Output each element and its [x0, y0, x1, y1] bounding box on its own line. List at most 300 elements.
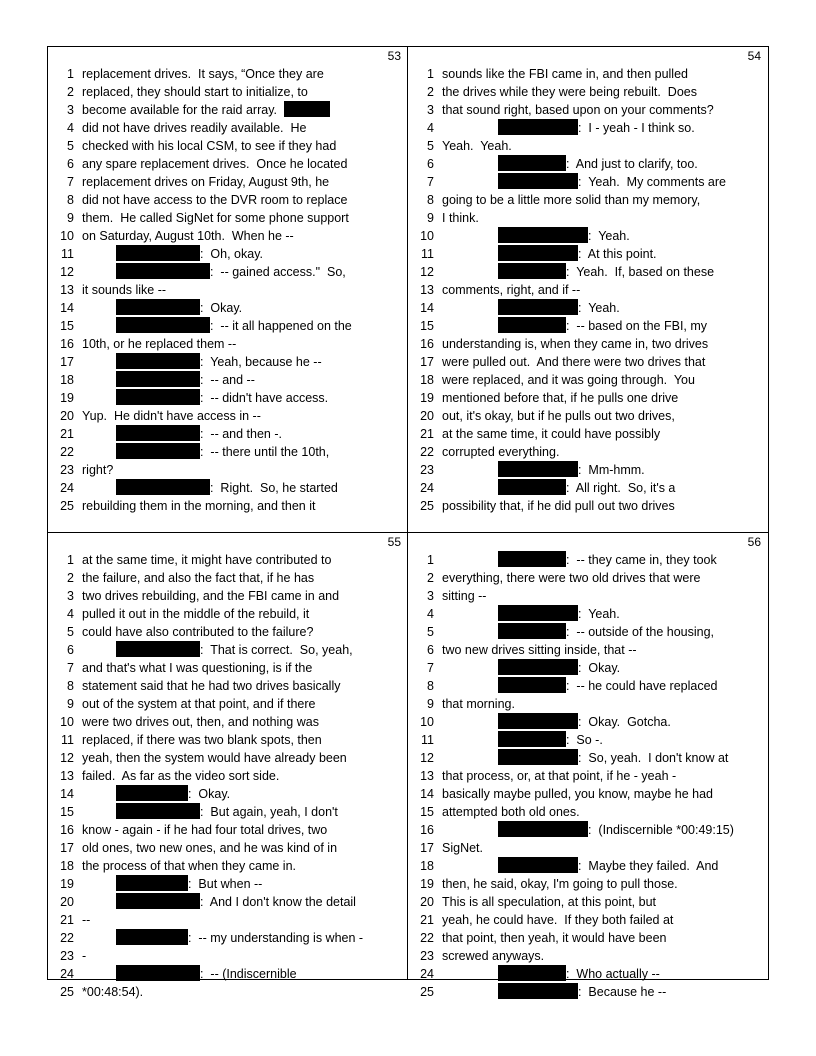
transcript-line: [48, 875, 407, 893]
line-text-wrap: [442, 407, 763, 425]
line-text-wrap: [82, 641, 403, 659]
line-text-wrap: [442, 299, 763, 317]
line-text: replacement drives on Friday, August 9th, he: [82, 175, 330, 189]
line-number: 1: [67, 553, 74, 567]
transcript-line: [408, 875, 767, 893]
line-text-wrap: [82, 605, 403, 623]
line-text: 10th, or he replaced them --: [82, 337, 237, 351]
transcript-line: [48, 713, 407, 731]
line-text-wrap: [442, 839, 763, 857]
line-text: *00:48:54).: [82, 985, 144, 999]
line-text-wrap: [442, 605, 763, 623]
line-number: 15: [60, 319, 74, 333]
transcript-line: [48, 101, 407, 119]
line-text-wrap: [82, 65, 403, 83]
transcript-line: [48, 695, 407, 713]
transcript-line: [408, 65, 767, 83]
transcript-line: [408, 839, 767, 857]
redacted-speaker-name: [498, 965, 566, 981]
line-text-wrap: [442, 947, 763, 965]
line-number: 25: [60, 499, 74, 513]
line-number: 16: [420, 823, 434, 837]
line-number: 2: [67, 571, 74, 585]
line-text: : Okay. Gotcha.: [578, 715, 671, 729]
line-text: : And just to clarify, too.: [566, 157, 698, 171]
line-text: : Okay.: [188, 787, 231, 801]
line-text: : Yeah.: [578, 607, 620, 621]
line-number: 7: [427, 175, 434, 189]
line-number: 10: [420, 715, 434, 729]
line-text: : I - yeah - I think so.: [578, 121, 695, 135]
transcript-line: [408, 317, 767, 335]
transcript-line: [48, 281, 407, 299]
transcript-line: [408, 677, 767, 695]
line-text-wrap: [82, 155, 403, 173]
line-text: : So, yeah. I don't know at: [578, 751, 729, 765]
line-text-wrap: [82, 857, 403, 875]
transcript-line: [408, 173, 767, 191]
transcript-line: [48, 317, 407, 335]
redacted-speaker-name: [116, 641, 200, 657]
transcript-line: [408, 353, 767, 371]
line-text: sounds like the FBI came in, and then pulled: [442, 67, 688, 81]
line-text: right?: [82, 463, 114, 477]
line-text-wrap: [442, 929, 763, 947]
line-text: replaced, they should start to initialize, to: [82, 85, 308, 99]
transcript-line: [48, 785, 407, 803]
line-text-wrap: [442, 173, 763, 191]
redacted-speaker-name: [116, 371, 200, 387]
line-text-wrap: [442, 911, 763, 929]
line-number: 7: [67, 175, 74, 189]
line-text-wrap: [442, 623, 763, 641]
transcript-line: [408, 821, 767, 839]
line-text-wrap: [442, 821, 763, 839]
line-number: 22: [60, 931, 74, 945]
line-text: : So -.: [566, 733, 603, 747]
line-text: : Mm-hmm.: [578, 463, 645, 477]
transcript-line: [408, 335, 767, 353]
line-number: 23: [420, 949, 434, 963]
transcript-line: [48, 659, 407, 677]
line-text-wrap: [442, 767, 763, 785]
transcript-line: [48, 65, 407, 83]
line-number: 20: [420, 895, 434, 909]
line-number: 14: [60, 787, 74, 801]
line-number: 21: [60, 427, 74, 441]
line-text: become available for the raid array.: [82, 103, 284, 117]
transcript-page: [48, 47, 407, 532]
line-text: failed. As far as the video sort side.: [82, 769, 280, 783]
line-text: : Who actually --: [566, 967, 660, 981]
transcript-line: [48, 407, 407, 425]
redacted-speaker-name: [498, 551, 566, 567]
line-number: 17: [420, 355, 434, 369]
line-text-wrap: [82, 425, 403, 443]
transcript-line: [408, 155, 767, 173]
line-text-wrap: [82, 191, 403, 209]
line-text: : Because he --: [578, 985, 667, 999]
transcript-line: [48, 731, 407, 749]
transcript-line: [48, 299, 407, 317]
line-text-wrap: [82, 371, 403, 389]
line-text-wrap: [82, 461, 403, 479]
line-number: 24: [420, 967, 434, 981]
line-text-wrap: [442, 641, 763, 659]
line-text-wrap: [442, 317, 763, 335]
line-text-wrap: [82, 947, 403, 965]
line-number: 13: [60, 769, 74, 783]
transcript-line: [48, 263, 407, 281]
line-number: 22: [420, 931, 434, 945]
line-text-wrap: [442, 857, 763, 875]
redacted-speaker-name: [116, 299, 200, 315]
line-text: were replaced, and it was going through. You: [442, 373, 695, 387]
line-text: -: [82, 949, 87, 963]
line-text-wrap: [442, 137, 763, 155]
line-text: --: [82, 913, 91, 927]
line-text: then, he said, okay, I'm going to pull those.: [442, 877, 678, 891]
line-text-wrap: [82, 353, 403, 371]
transcript-line: [408, 695, 767, 713]
line-text: statement said that he had two drives basically: [82, 679, 341, 693]
line-text-wrap: [82, 317, 403, 335]
line-text: pulled it out in the middle of the rebuild, it: [82, 607, 310, 621]
line-text-wrap: [442, 461, 763, 479]
line-number: 20: [420, 409, 434, 423]
line-text-wrap: [82, 803, 403, 821]
redacted-speaker-name: [498, 623, 566, 639]
transcript-line: [408, 299, 767, 317]
redacted-speaker-name: [116, 479, 210, 495]
line-number: 19: [60, 391, 74, 405]
line-number: 25: [420, 985, 434, 999]
transcript-line: [48, 227, 407, 245]
line-text-wrap: [82, 245, 403, 263]
redacted-speaker-name: [498, 479, 566, 495]
line-text: know - again - if he had four total drives, two: [82, 823, 328, 837]
line-number: 9: [67, 697, 74, 711]
line-number: 15: [420, 805, 434, 819]
transcript-line: [48, 137, 407, 155]
line-text: : Yeah, because he --: [200, 355, 322, 369]
line-text-wrap: [82, 785, 403, 803]
line-number: 7: [427, 661, 434, 675]
line-number: 18: [420, 373, 434, 387]
transcript-line: [408, 209, 767, 227]
redacted-speaker-name: [498, 299, 578, 315]
redacted-speaker-name: [498, 659, 578, 675]
page-number: 55: [387, 535, 401, 549]
line-text: : And I don't know the detail: [200, 895, 356, 909]
line-text-wrap: [82, 713, 403, 731]
transcript-line: [408, 767, 767, 785]
line-text-wrap: [442, 371, 763, 389]
line-text-wrap: [82, 839, 403, 857]
transcript-line: [408, 569, 767, 587]
page-number: 54: [747, 49, 761, 63]
line-number: 16: [60, 337, 74, 351]
redacted-speaker-name: [498, 605, 578, 621]
line-text: : -- didn't have access.: [200, 391, 329, 405]
transcript-line: [48, 803, 407, 821]
line-text: : Yeah. If, based on these: [566, 265, 715, 279]
transcript-page: [48, 533, 407, 1018]
line-text: yeah, he could have. If they both failed at: [442, 913, 674, 927]
line-text-wrap: [82, 137, 403, 155]
transcript-line: [48, 443, 407, 461]
line-text-wrap: [442, 209, 763, 227]
line-text: could have also contributed to the failure?: [82, 625, 314, 639]
transcript-line: [48, 497, 407, 515]
line-number: 2: [427, 85, 434, 99]
line-text: them. He called SigNet for some phone support: [82, 211, 349, 225]
line-text-wrap: [442, 983, 763, 1001]
redacted-speaker-name: [116, 785, 188, 801]
line-text: that sound right, based upon on your comments?: [442, 103, 714, 117]
transcript-line: [408, 263, 767, 281]
transcript-line: [408, 497, 767, 515]
line-text-wrap: [82, 893, 403, 911]
line-number: 11: [421, 733, 434, 747]
line-number: 1: [427, 67, 434, 81]
line-text-wrap: [82, 119, 403, 137]
line-text-wrap: [442, 191, 763, 209]
transcript-line: [408, 461, 767, 479]
line-number: 4: [67, 121, 74, 135]
line-text-wrap: [442, 101, 763, 119]
line-text-wrap: [82, 83, 403, 101]
transcript-line: [48, 641, 407, 659]
line-number: 23: [60, 463, 74, 477]
line-text: rebuilding them in the morning, and then it: [82, 499, 316, 513]
transcript-line: [48, 191, 407, 209]
line-text: two new drives sitting inside, that --: [442, 643, 637, 657]
line-number: 6: [427, 643, 434, 657]
line-text: two drives rebuilding, and the FBI came in and: [82, 589, 340, 603]
redacted-speaker-name: [498, 461, 578, 477]
line-text-wrap: [442, 245, 763, 263]
line-number: 8: [427, 193, 434, 207]
transcript-line: [408, 443, 767, 461]
line-text: : But when --: [188, 877, 263, 891]
line-text: Yeah. Yeah.: [442, 139, 512, 153]
line-number: 2: [67, 85, 74, 99]
line-text-wrap: [82, 911, 403, 929]
line-text: on Saturday, August 10th. When he --: [82, 229, 294, 243]
line-text: out, it's okay, but if he pulls out two drives,: [442, 409, 675, 423]
line-text: : Yeah.: [588, 229, 630, 243]
line-text-wrap: [442, 353, 763, 371]
transcript-sheet: [47, 46, 769, 999]
line-number: 11: [61, 247, 74, 261]
line-number: 12: [420, 265, 434, 279]
line-number: 15: [420, 319, 434, 333]
line-number: 17: [420, 841, 434, 855]
transcript-line: [48, 173, 407, 191]
redacted-speaker-name: [498, 173, 578, 189]
transcript-line: [408, 227, 767, 245]
line-number: 12: [60, 751, 74, 765]
line-text: : That is correct. So, yeah,: [200, 643, 353, 657]
transcript-page: [408, 533, 767, 999]
line-text-wrap: [82, 101, 403, 119]
transcript-line: [48, 767, 407, 785]
transcript-line: [408, 425, 767, 443]
line-text-wrap: [442, 785, 763, 803]
line-text: : -- outside of the housing,: [566, 625, 715, 639]
line-text-wrap: [82, 281, 403, 299]
line-number: 15: [60, 805, 74, 819]
line-text-wrap: [442, 479, 763, 497]
line-number: 12: [60, 265, 74, 279]
line-text: comments, right, and if --: [442, 283, 581, 297]
redacted-speaker-name: [116, 965, 200, 981]
transcript-line: [408, 929, 767, 947]
redacted-name: [284, 101, 330, 117]
transcript-line: [48, 911, 407, 929]
line-text: mentioned before that, if he pulls one drive: [442, 391, 679, 405]
line-text: everything, there were two old drives that were: [442, 571, 701, 585]
transcript-line: [408, 749, 767, 767]
transcript-line: [408, 911, 767, 929]
transcript-page: [408, 47, 767, 532]
line-text: checked with his local CSM, to see if they had: [82, 139, 337, 153]
transcript-line: [48, 749, 407, 767]
transcript-line: [48, 983, 407, 1001]
line-text-wrap: [82, 335, 403, 353]
transcript-line: [48, 677, 407, 695]
transcript-line: [408, 137, 767, 155]
line-text-wrap: [82, 875, 403, 893]
line-text: were two drives out, then, and nothing was: [82, 715, 319, 729]
line-number: 22: [60, 445, 74, 459]
line-number: 18: [60, 859, 74, 873]
line-number: 18: [420, 859, 434, 873]
line-number: 14: [60, 301, 74, 315]
line-number: 24: [60, 967, 74, 981]
transcript-line: [408, 965, 767, 983]
line-text: : -- there until the 10th,: [200, 445, 330, 459]
line-text-wrap: [82, 227, 403, 245]
line-text-wrap: [442, 155, 763, 173]
line-text: Yup. He didn't have access in --: [82, 409, 261, 423]
redacted-speaker-name: [116, 245, 200, 261]
line-text-wrap: [82, 443, 403, 461]
line-number: 19: [420, 877, 434, 891]
line-text: : Yeah. My comments are: [578, 175, 726, 189]
line-text-wrap: [442, 893, 763, 911]
line-text: going to be a little more solid than my memory,: [442, 193, 701, 207]
line-text: it sounds like --: [82, 283, 167, 297]
line-number: 10: [420, 229, 434, 243]
transcript-line: [48, 893, 407, 911]
transcript-line: [408, 245, 767, 263]
line-text-wrap: [442, 731, 763, 749]
line-text: : -- (Indiscernible: [200, 967, 297, 981]
line-text-wrap: [442, 677, 763, 695]
line-text: : -- gained access." So,: [210, 265, 346, 279]
line-text: did not have access to the DVR room to replace: [82, 193, 348, 207]
line-text-wrap: [82, 731, 403, 749]
redacted-speaker-name: [498, 857, 578, 873]
transcript-line: [48, 119, 407, 137]
transcript-line: [408, 191, 767, 209]
line-text-wrap: [82, 623, 403, 641]
transcript-line: [408, 731, 767, 749]
transcript-line: [408, 713, 767, 731]
redacted-speaker-name: [498, 821, 588, 837]
redacted-speaker-name: [498, 245, 578, 261]
transcript-line: [48, 389, 407, 407]
redacted-speaker-name: [498, 713, 578, 729]
redacted-speaker-name: [116, 875, 188, 891]
line-number: 21: [420, 427, 434, 441]
line-text-wrap: [442, 227, 763, 245]
transcript-line: [48, 335, 407, 353]
line-text: : -- my understanding is when -: [188, 931, 364, 945]
transcript-line: [48, 551, 407, 569]
line-text: : -- and then -.: [200, 427, 282, 441]
line-text-wrap: [442, 965, 763, 983]
transcript-line: [48, 371, 407, 389]
page-lines: [408, 65, 767, 515]
transcript-line: [408, 587, 767, 605]
line-text-wrap: [442, 875, 763, 893]
line-text-wrap: [442, 803, 763, 821]
line-number: 12: [420, 751, 434, 765]
line-number: 3: [427, 589, 434, 603]
line-text: did not have drives readily available. He: [82, 121, 307, 135]
line-number: 16: [60, 823, 74, 837]
line-text: that morning.: [442, 697, 515, 711]
line-text-wrap: [442, 497, 763, 515]
line-number: 8: [427, 679, 434, 693]
line-text-wrap: [442, 749, 763, 767]
transcript-line: [408, 623, 767, 641]
line-text: the drives while they were being rebuilt. Does: [442, 85, 697, 99]
line-text: corrupted everything.: [442, 445, 560, 459]
line-text-wrap: [442, 551, 763, 569]
line-text: : But again, yeah, I don't: [200, 805, 338, 819]
redacted-speaker-name: [498, 749, 578, 765]
transcript-line: [48, 821, 407, 839]
line-text: old ones, two new ones, and he was kind of in: [82, 841, 338, 855]
transcript-line: [408, 857, 767, 875]
line-text-wrap: [82, 569, 403, 587]
line-text-wrap: [442, 263, 763, 281]
page-lines: [48, 65, 407, 515]
line-text: that point, then yeah, it would have been: [442, 931, 667, 945]
line-text: the process of that when they came in.: [82, 859, 297, 873]
redacted-speaker-name: [116, 353, 200, 369]
transcript-line: [48, 461, 407, 479]
transcript-line: [408, 605, 767, 623]
transcript-line: [48, 353, 407, 371]
line-text: basically maybe pulled, you know, maybe he had: [442, 787, 713, 801]
line-number: 17: [60, 841, 74, 855]
line-text: the failure, and also the fact that, if he has: [82, 571, 315, 585]
transcript-line: [48, 857, 407, 875]
transcript-line: [48, 83, 407, 101]
redacted-speaker-name: [498, 155, 566, 171]
redacted-speaker-name: [116, 443, 200, 459]
line-text: : -- it all happened on the: [210, 319, 352, 333]
transcript-line: [48, 245, 407, 263]
line-text: : Okay.: [578, 661, 621, 675]
redacted-speaker-name: [116, 803, 200, 819]
line-text-wrap: [442, 695, 763, 713]
